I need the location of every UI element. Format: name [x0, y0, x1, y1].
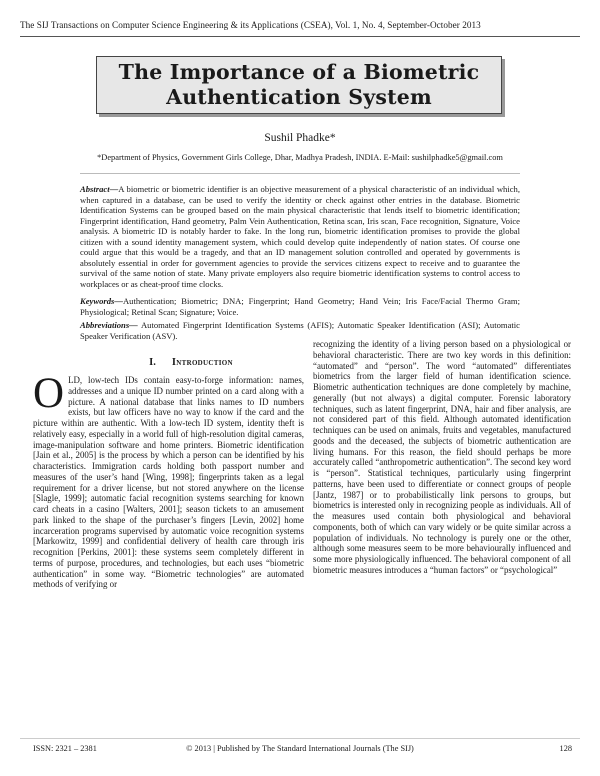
paper-title: The Importance of a Biometric Authentication System	[118, 60, 480, 109]
keywords-lead: Keywords—	[80, 296, 123, 306]
keywords-text: Authentication; Biometric; DNA; Fingerprint; Hand Geometry; Hand Vein; Iris Face/Facial Thermo Gram; Physiological; Retinal Scan; Signature; Voice.	[80, 296, 520, 317]
section-title: Introduction	[171, 357, 233, 368]
running-head: The SIJ Transactions on Computer Science Engineering & its Applications (CSEA), Vol. 1, No. 4, September-October 2013	[20, 20, 481, 30]
right-column-text: recognizing the identity of a living person based on a physiological or behavioral characteristic. There are two key words in this definition: “automated” and “person”. The word “automated” differentiates biometrics from the larger field of human identification science. Biometric authentication techniques are done completely by machine, generally (but not always) a digital computer. Forensic laboratory techniques, such as latent fingerprint, DNA, hair and fiber analysis, are not considered part of this field. Although automated identification techniques can be used on animals, fruits and vegetables, manufactured goods and the deceased, the subjects of biometric authentication are living humans. For this reason, the field should perhaps be more accurately called “anthropometric authentication”. The second key word is “person”. Statistical techniques, particularly using fingerprint patterns, have been used to differentiate or connect groups of people [Jantz, 1987] or to probabilistically link persons to groups, but biometrics is interested only in recognizing people as individuals. All of the measures used contain both physiological and behavioral components, both of which can vary widely or be quite similar across a population of individuals. No technology is purely one or the other, although some measures seem to be more behaviourally influenced and some more physiologically influenced. The behavioral component of all biometric measures introduces a “human factors” or “psychological”	[313, 339, 571, 575]
footer-rule	[20, 738, 580, 739]
right-column	[313, 339, 571, 576]
abstract-top-rule	[80, 173, 520, 174]
section-number: I.	[149, 357, 156, 368]
footer-publisher: © 2013 | Published by The Standard International Journals (The SIJ)	[186, 744, 414, 753]
footer-issn: ISSN: 2321 – 2381	[33, 744, 97, 753]
left-column	[33, 370, 304, 590]
keywords	[80, 296, 520, 317]
author-name: Sushil Phadke*	[264, 132, 336, 144]
header-rule	[20, 36, 580, 37]
abbreviations-text: Automated Fingerprint Identification Systems (AFIS); Automatic Speaker Identification (ASI); Automatic Speaker Verification (ASV).	[80, 320, 520, 341]
drop-cap: O	[33, 370, 65, 417]
author-affiliation: *Department of Physics, Government Girls College, Dhar, Madhya Pradesh, INDIA. E-Mail: sushilphadke5@gmail.com	[97, 153, 503, 162]
section-heading	[80, 357, 302, 368]
abstract-lead: Abstract—	[80, 184, 119, 194]
left-column-text: LD, low-tech IDs contain easy-to-forge information: names, addresses and a unique ID number printed on a card along with a picture. A national database that links names to ID numbers exists, but law officers have no way to know if the card and the picture within are authentic. With a low-tech ID system, identity theft is relatively easy, especially in a world full of high-resolution digital cameras, image-manipulation software and home printers. Biometric identification [Jain et al., 2005] is the process by which a person can be identified by his characteristics. Immigration cards holding both passport number and measures of the user’s hand [Wing, 1998]; fingerprints taken as a legal requirement for a driver license, but not stored anywhere on the license [Slagle, 1999]; automatic facial recognition systems searching for known card cheats in a casino [Walters, 2001]; season tickets to an amusement park linked to the shape of the purchaser’s fingers [Levin, 2002] home incarceration programs supervised by automatic voice recognition systems [Markowitz, 1999] and confidential delivery of health care through iris recognition [Perkins, 2001]: these systems seem completely different in terms of purpose, procedures, and technologies, but each uses “biometric authentication” in some way. “Biometric technologies” are automated methods of verifying or	[33, 375, 304, 590]
abbreviations-lead: Abbreviations—	[80, 320, 138, 330]
title-box	[96, 56, 502, 114]
abstract-text: A biometric or biometric identifier is an objective measurement of a physical characteristic of an individual which, when captured in a database, can be used to verify the identity or check against other entries in the database. Biometric Identification Systems can be grouped based on the main physical characteristic that lends itself to biometric identification; Fingerprint identification, Hand geometry, Palm Vein Authentication, Retina scan, Iris scan, Face recognition, Signature, Voice analysis. A biometric ID is notably harder to fake. In the long run, biometric identification promises to provide the global citizen with a sound identity management system, which could develop quite independently of nation states. Of course one could argue that this would be a tragedy, and that an ID management solution controlled and operated by governments is absolutely essential in order for government agencies to provide the services citizens expect to receive and to guarantee the survival of the same notion of state. Many private employers also require biometric identification systems to control access to workplaces or as cheat-proof time clocks.	[80, 184, 520, 289]
abbreviations	[80, 320, 520, 341]
page-number: 128	[559, 744, 572, 753]
abstract	[80, 184, 520, 289]
